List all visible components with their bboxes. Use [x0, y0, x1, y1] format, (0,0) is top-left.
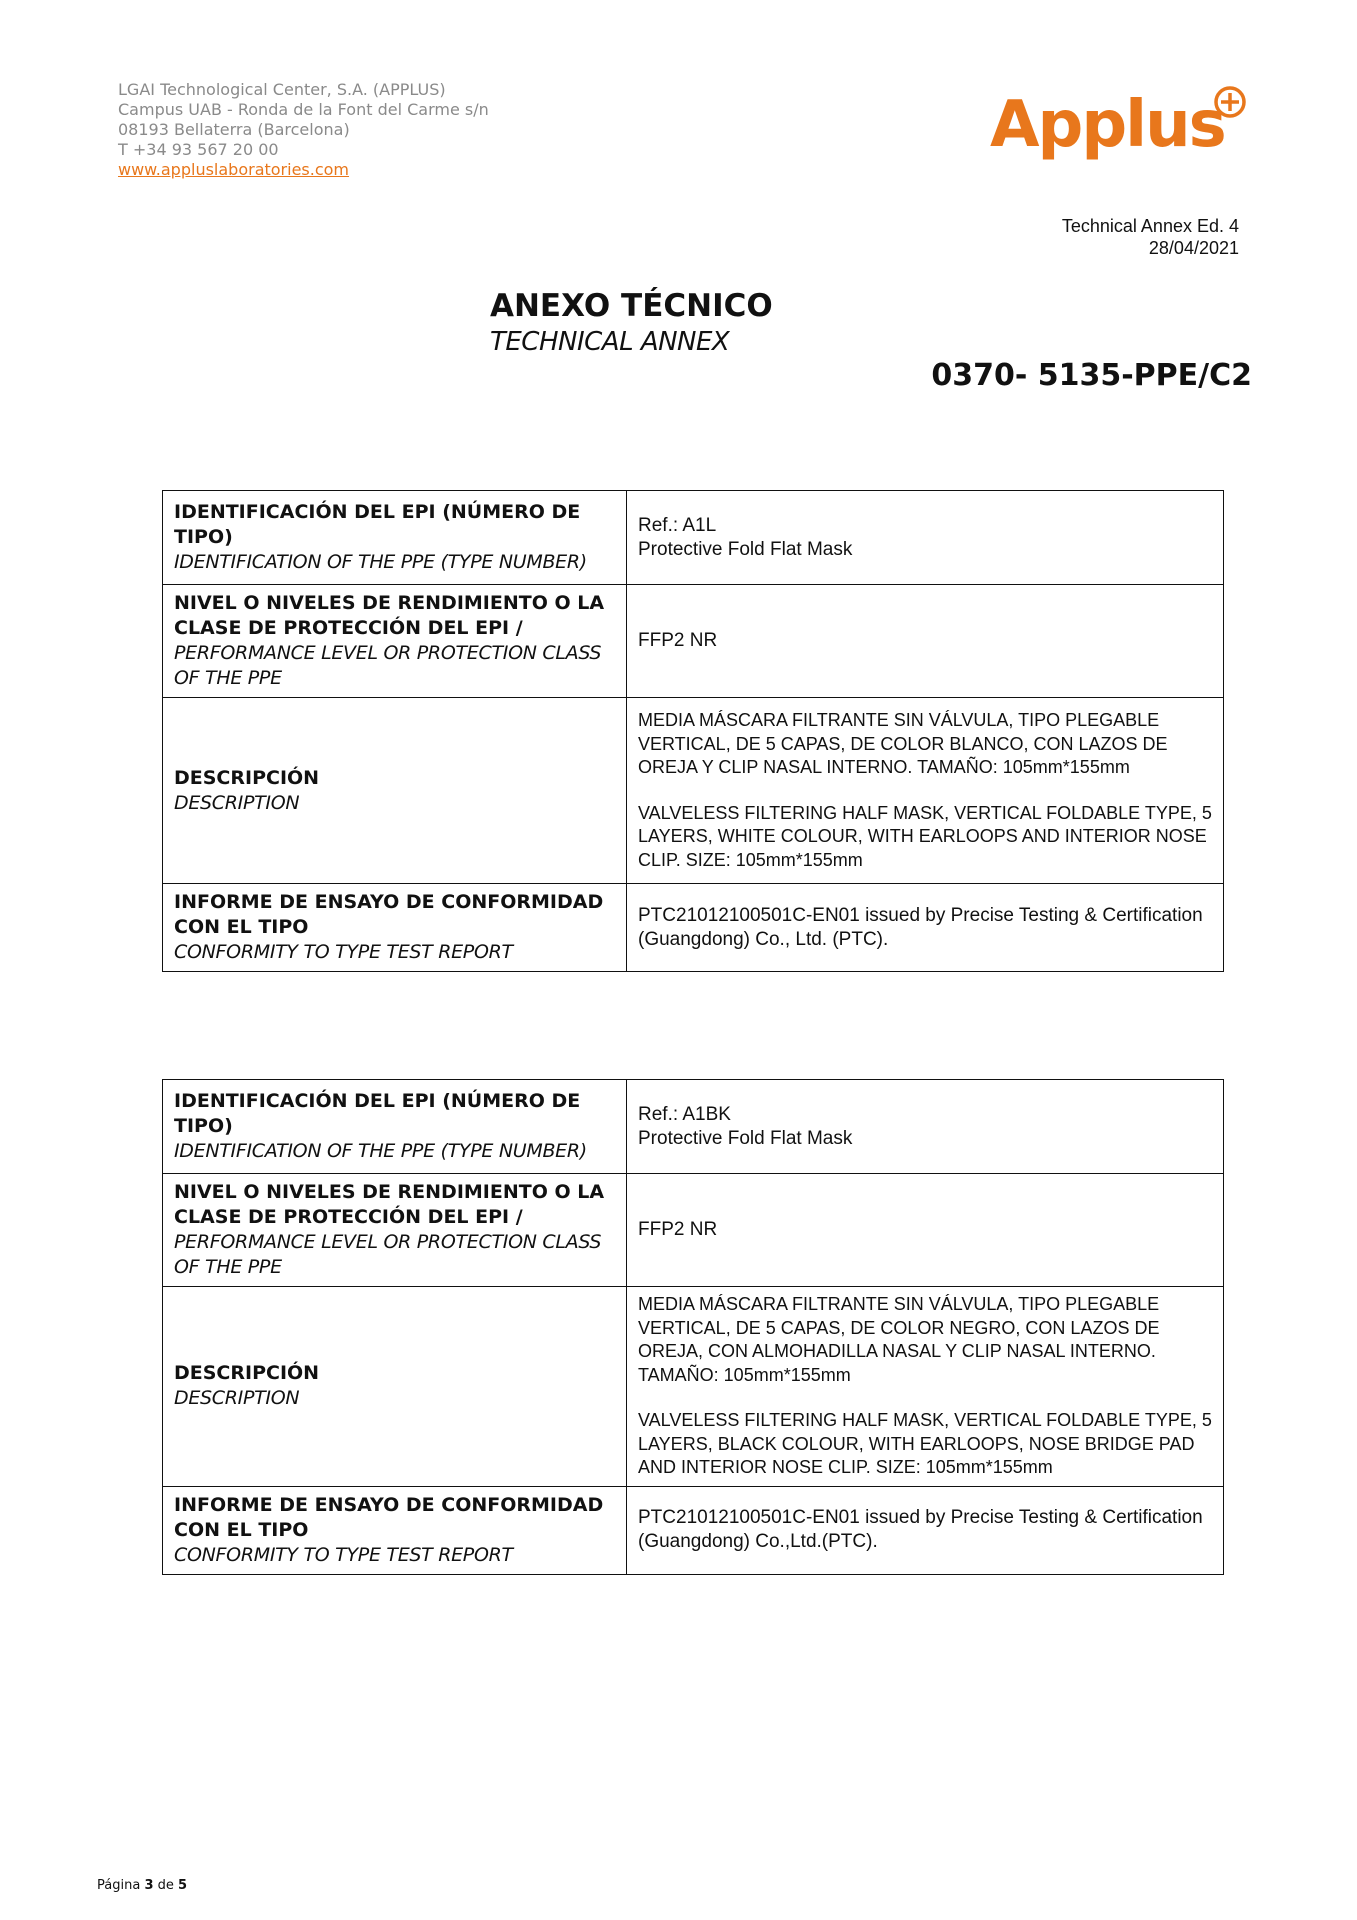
- row-value: [627, 491, 1224, 585]
- label-es: INFORME DE ENSAYO DE CONFORMIDAD CON EL TIPO: [174, 1493, 604, 1541]
- row-value: [627, 585, 1224, 698]
- table-row: [163, 1174, 1224, 1287]
- value-line: PTC21012100501C-EN01 issued by Precise Testing & Certification (Guangdong) Co., Ltd. (PTC).: [638, 904, 1203, 950]
- lab-address: [118, 80, 489, 180]
- description-es: MEDIA MÁSCARA FILTRANTE SIN VÁLVULA, TIPO PLEGABLE VERTICAL, DE 5 CAPAS, DE COLOR NEGRO, CON LAZOS DE OREJA, CON ALMOHADILLA NASAL Y CLIP NASAL INTERNO. TAMAÑO: 105mm*155mm: [638, 1294, 1160, 1385]
- label-es: NIVEL O NIVELES DE RENDIMIENTO O LA CLASE DE PROTECCIÓN DEL EPI /: [174, 1181, 605, 1228]
- page-current: 3: [144, 1878, 154, 1893]
- of-word: de: [157, 1878, 174, 1893]
- label-en: IDENTIFICATION OF THE PPE (TYPE NUMBER): [174, 551, 587, 573]
- address-line: LGAI Technological Center, S.A. (APPLUS): [118, 80, 446, 99]
- page-total: 5: [178, 1878, 188, 1893]
- description-es: MEDIA MÁSCARA FILTRANTE SIN VÁLVULA, TIPO PLEGABLE VERTICAL, DE 5 CAPAS, DE COLOR BLANCO, CON LAZOS DE OREJA Y CLIP NASAL INTERNO. TAMAÑO: 105mm*155mm: [638, 710, 1168, 777]
- label-es: INFORME DE ENSAYO DE CONFORMIDAD CON EL TIPO: [174, 891, 604, 938]
- value-line: FFP2 NR: [638, 630, 718, 651]
- table-row: [163, 1486, 1224, 1574]
- row-value: [627, 1080, 1224, 1174]
- label-en: IDENTIFICATION OF THE PPE (TYPE NUMBER): [174, 1140, 587, 1162]
- row-label: [163, 491, 627, 585]
- address-line: 08193 Bellaterra (Barcelona): [118, 120, 350, 139]
- value-line: PTC21012100501C-EN01 issued by Precise Testing & Certification (Guangdong) Co.,Ltd.(PTC).: [638, 1507, 1203, 1552]
- label-en: DESCRIPTION: [174, 1387, 300, 1410]
- label-es: IDENTIFICACIÓN DEL EPI (NÚMERO DE TIPO): [174, 501, 581, 548]
- row-label: [163, 698, 627, 884]
- edition-info: [1062, 215, 1239, 259]
- label-es: DESCRIPCIÓN: [174, 1362, 320, 1385]
- row-value: [627, 1174, 1224, 1287]
- label-es: IDENTIFICACIÓN DEL EPI (NÚMERO DE TIPO): [174, 1090, 581, 1137]
- row-label: [163, 1080, 627, 1174]
- table-row: [163, 491, 1224, 585]
- row-value: [627, 1287, 1224, 1487]
- document-number: 0370- 5135-PPE/C2: [931, 358, 1252, 393]
- row-label: [163, 585, 627, 698]
- value-line: Ref.: A1L: [638, 514, 717, 536]
- row-value: [627, 884, 1224, 972]
- annex-table-2: [162, 1079, 1224, 1575]
- description-en: VALVELESS FILTERING HALF MASK, VERTICAL FOLDABLE TYPE, 5 LAYERS, WHITE COLOUR, WITH EARLOOPS AND INTERIOR NOSE CLIP. SIZE: 105mm*155mm: [638, 802, 1212, 870]
- row-value: [627, 698, 1224, 884]
- table-row: [163, 585, 1224, 698]
- page-title: ANEXO TÉCNICO: [490, 288, 773, 324]
- label-en: CONFORMITY TO TYPE TEST REPORT: [174, 941, 513, 963]
- label-es: DESCRIPCIÓN: [174, 766, 320, 789]
- row-value: [627, 1486, 1224, 1574]
- svg-text:Applus: Applus: [990, 88, 1225, 162]
- page-subtitle: TECHNICAL ANNEX: [490, 327, 730, 357]
- table-row: [163, 698, 1224, 884]
- value-line: Ref.: A1BK: [638, 1103, 731, 1125]
- row-label: [163, 884, 627, 972]
- address-line: Campus UAB - Ronda de la Font del Carme s/n: [118, 100, 489, 119]
- website-link[interactable]: www.appluslaboratories.com: [118, 160, 350, 179]
- edition-date: 28/04/2021: [1148, 238, 1239, 258]
- value-line: FFP2 NR: [638, 1219, 718, 1240]
- page-number: [97, 1878, 187, 1893]
- label-es: NIVEL O NIVELES DE RENDIMIENTO O LA CLASE DE PROTECCIÓN DEL EPI /: [174, 592, 605, 639]
- row-label: [163, 1287, 627, 1487]
- table-row: [163, 884, 1224, 972]
- table-row: [163, 1287, 1224, 1487]
- label-en: DESCRIPTION: [174, 791, 300, 814]
- address-line: T +34 93 567 20 00: [118, 140, 279, 159]
- label-en: PERFORMANCE LEVEL OR PROTECTION CLASS OF THE PPE: [174, 642, 602, 689]
- edition-label: Technical Annex Ed. 4: [1061, 216, 1239, 236]
- label-en: PERFORMANCE LEVEL OR PROTECTION CLASS OF THE PPE: [174, 1231, 602, 1278]
- row-label: [163, 1486, 627, 1574]
- row-label: [163, 1174, 627, 1287]
- value-line: Protective Fold Flat Mask: [638, 1127, 853, 1149]
- table-row: [163, 1080, 1224, 1174]
- value-line: Protective Fold Flat Mask: [638, 538, 853, 560]
- annex-table-1: [162, 490, 1224, 972]
- applus-logo: [990, 78, 1250, 173]
- page-word: Página: [97, 1878, 141, 1893]
- description-en: VALVELESS FILTERING HALF MASK, VERTICAL FOLDABLE TYPE, 5 LAYERS, BLACK COLOUR, WITH EARLOOPS, NOSE BRIDGE PAD AND INTERIOR NOSE CLIP. SIZE: 105mm*155mm: [638, 1410, 1212, 1477]
- label-en: CONFORMITY TO TYPE TEST REPORT: [174, 1543, 513, 1566]
